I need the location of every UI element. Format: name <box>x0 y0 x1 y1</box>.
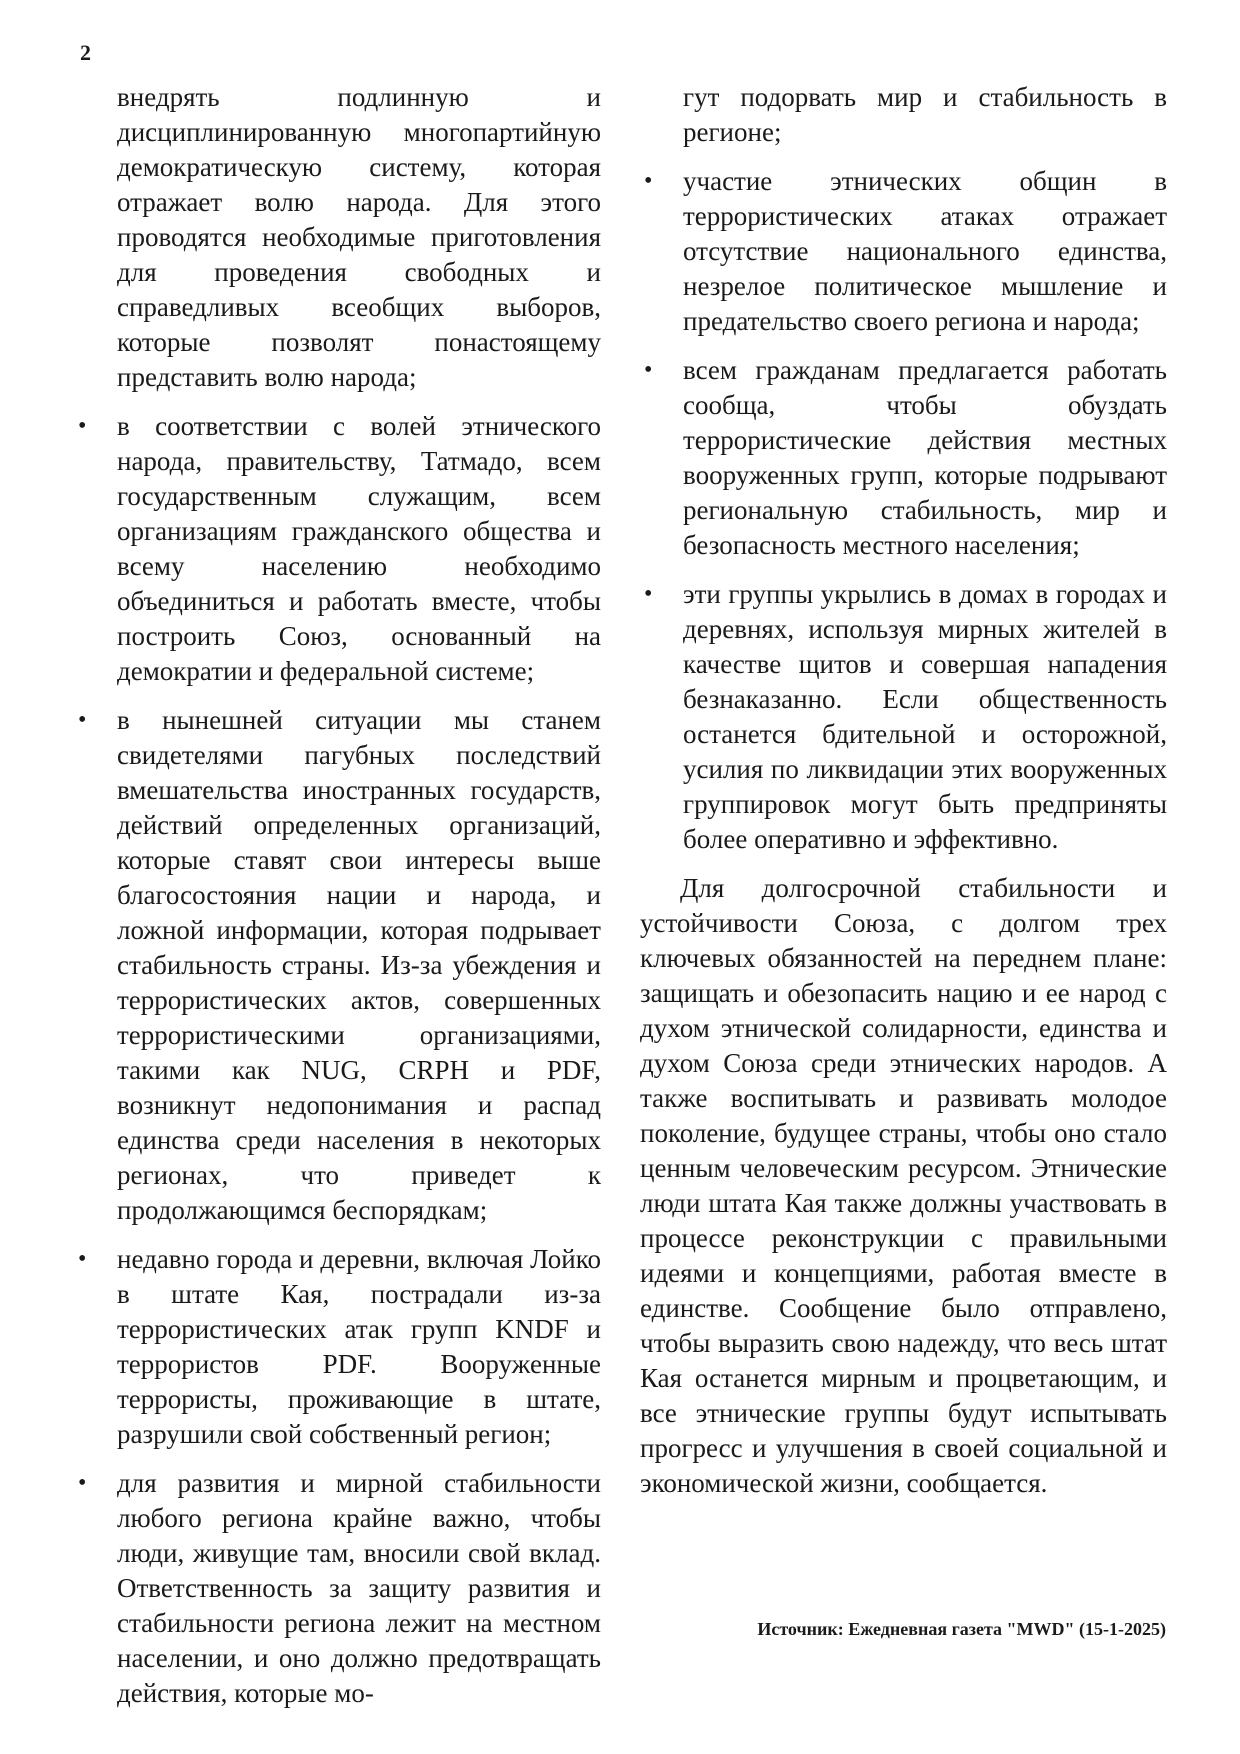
bullet-item <box>74 1466 601 1711</box>
bullet-text: всем гражданам предлагается работать сообща, чтобы обуздать террористические действия местных вооруженных групп, которые подрывают региональную стабильность, мир и безопасность местного населения; <box>683 355 1167 560</box>
bullet-item <box>640 164 1167 339</box>
right-column <box>640 80 1167 1515</box>
left-column <box>74 80 601 1725</box>
bullet-item <box>640 577 1167 857</box>
bullet-text: для развития и мирной стабильности любого региона крайне важно, чтобы люди, живущие там, вносили свой вклад. Ответственность за защиту развития и стабильности региона лежит на местном населении, и оно должно предотвращать действия, которые мо- <box>117 1468 601 1708</box>
bullet-icon: • <box>78 413 87 439</box>
bullet-text: эти группы укрылись в домах в городах и деревнях, используя мирных жителей в качестве щитов и совершая нападения безнаказанно. Если общественность останется бдительной и осторожной, усилия по ликвидации этих вооруженных группировок могут быть предприняты более оперативно и эффективно. <box>683 579 1167 854</box>
bullet-item <box>74 409 601 689</box>
bullet-icon: • <box>644 168 653 194</box>
bullet-icon: • <box>78 1246 87 1272</box>
bullet-icon: • <box>78 1470 87 1496</box>
bullet-item <box>74 1242 601 1452</box>
closing-paragraph: Для долгосрочной стабильности и устойчивости Союза, с долгом трех ключевых обязанностей на переднем плане: защищать и обезопасить нацию и ее народ с духом этнической солидарности, единства и духом Союза среди этнических народов. А также воспитывать и развивать молодое поколение, будущее страны, чтобы оно стало ценным человеческим ресурсом. Этнические люди штата Кая также должны участвовать в процессе реконструкции с правильными идеями и концепциями, работая вместе в единстве. Сообщение было отправлено, чтобы выразить свою надежду, что весь штат Кая останется мирным и процветающим, и все этнические группы будут испытывать прогресс и улучшения в своей социальной и экономической жизни, сообщается. <box>640 873 1167 1498</box>
bullet-text: в соответствии с волей этнического народа, правительству, Татмадо, всем государственным служащим, всем организациям гражданского общества и всему населению необходимо объединиться и работать вместе, чтобы построить Союз, основанный на демократии и федеральной системе; <box>117 411 601 686</box>
bullet-text: в нынешней ситуации мы станем свидетелями пагубных последствий вмешательства иностранных государств, действий определенных организаций, которые ставят свои интересы выше благосостояния нации и народа, и ложной информации, которая подрывает стабильность страны. Из-за убеждения и террористических актов, совершенных террористическими организациями, такими как NUG, CRPH и PDF, возникнут недопонимания и распад единства среди населения в некоторых регионах, что приведет к продолжающимся беспорядкам; <box>117 705 601 1225</box>
intro-paragraph: внедрять подлинную и дисциплинированную многопартийную демократическую систему, которая отражает волю народа. Для этого проводятся необходимые приготовления для проведения свободных и справедливых всеобщих выборов, которые позволят понастоящему представить волю народа; <box>117 82 601 392</box>
bullet-icon: • <box>644 357 653 383</box>
bullet-text: недавно города и деревни, включая Лойко в штате Кая, пострадали из-за террористических атак групп KNDF и террористов PDF. Вооруженные террористы, проживающие в штате, разрушили свой собственный регион; <box>117 1244 601 1449</box>
page-number: 2 <box>80 40 91 65</box>
continuation-paragraph: гут подорвать мир и стабильность в регионе; <box>683 82 1167 147</box>
bullet-item <box>640 353 1167 563</box>
bullet-item <box>74 703 601 1228</box>
bullet-text: участие этнических общин в террористических атаках отражает отсутствие национального единства, незрелое политическое мышление и предательство своего региона и народа; <box>683 166 1167 336</box>
bullet-icon: • <box>644 581 653 607</box>
source-attribution: Источник: Ежедневная газета "MWD" (15-1-2025) <box>757 1619 1166 1639</box>
bullet-icon: • <box>78 707 87 733</box>
